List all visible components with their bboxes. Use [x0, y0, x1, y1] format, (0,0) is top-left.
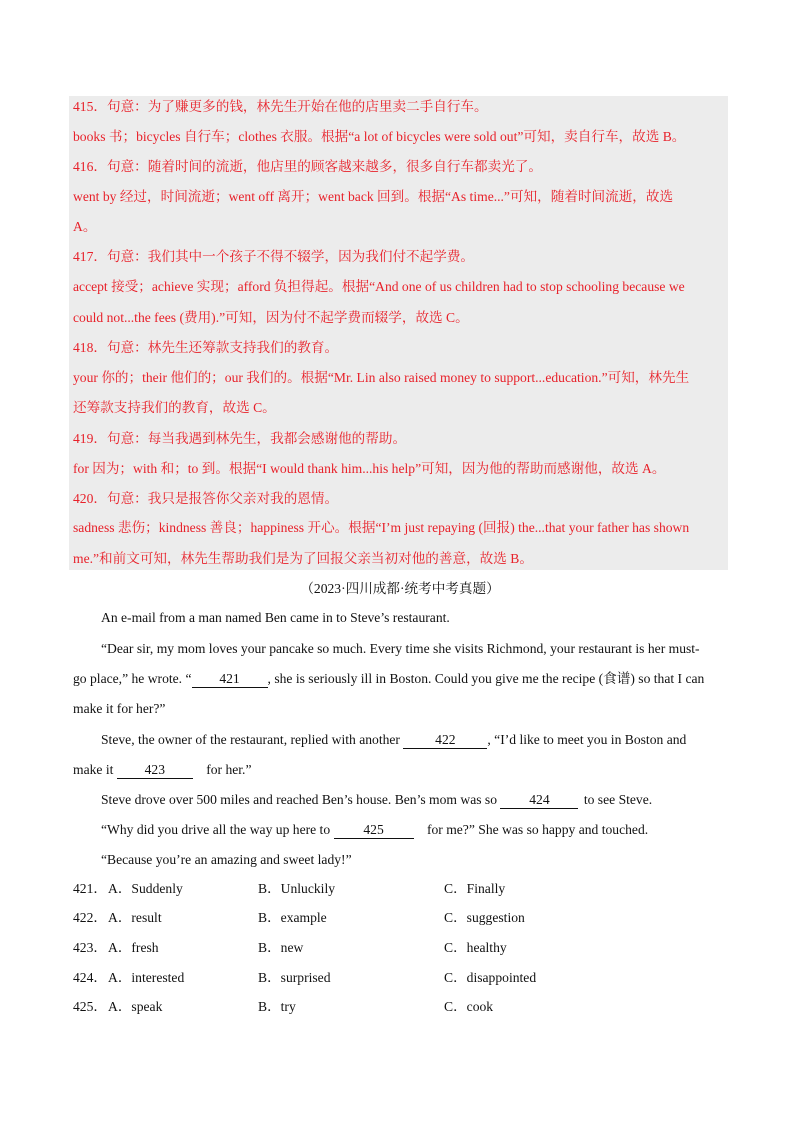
answer-line: 还筹款支持我们的教育，故选 C。 [73, 400, 276, 415]
passage-paragraph: “Dear sir, my mom loves your pancake so much. Every time she visits Richmond, your restaurant is her must- [101, 641, 700, 656]
option-a[interactable]: A．speak [108, 999, 163, 1014]
answer-line: for 因为；with 和；to 到。根据“I would thank him...his help”可知，因为他的帮助而感谢他，故选 A。 [73, 461, 666, 476]
option-b[interactable]: B．new [258, 940, 304, 955]
answer-line: A。 [73, 219, 97, 234]
answer-line: 419．句意：每当我遇到林先生，我都会感谢他的帮助。 [73, 431, 407, 446]
answer-line: 418．句意：林先生还筹款支持我们的教育。 [73, 340, 339, 355]
answer-line: me.”和前文可知，林先生帮助我们是为了回报父亲当初对他的善意，故选 B。 [73, 551, 533, 566]
answer-line: 415．句意：为了赚更多的钱，林先生开始在他的店里卖二手自行车。 [73, 99, 488, 114]
option-c[interactable]: C．cook [444, 999, 494, 1014]
passage-paragraph: make it 423 for her.” [73, 762, 252, 777]
option-b[interactable]: B．example [258, 910, 327, 925]
answer-line: went by 经过，时间流逝；went off 离开；went back 回到。根据“As time...”可知，随着时间流逝，故选 [73, 189, 674, 204]
option-a[interactable]: A．result [108, 910, 162, 925]
answer-line: sadness 悲伤；kindness 善良；happiness 开心。根据“I’m just repaying (回报) the...that your father has shown [73, 520, 690, 535]
blank-425[interactable]: 425 [334, 822, 414, 839]
blank-421[interactable]: 421 [192, 671, 268, 688]
passage-paragraph: go place,” he wrote. “ 421 , she is seriously ill in Boston. Could you give me the recipe (食谱) so that I can [73, 671, 705, 686]
option-c[interactable]: C．disappointed [444, 970, 537, 985]
answer-line: 420．句意：我只是报答你父亲对我的恩情。 [73, 491, 339, 506]
blank-422[interactable]: 422 [403, 732, 487, 749]
question-number: 421． [73, 881, 107, 896]
answer-line: 417．句意：我们其中一个孩子不得不辍学，因为我们付不起学费。 [73, 249, 475, 264]
passage-paragraph: “Why did you drive all the way up here to 425 for me?” She was so happy and touched. [101, 822, 649, 837]
answer-line: could not...the fees (费用).”可知，因为付不起学费而辍学，故选 C。 [73, 310, 469, 325]
answer-line: 416．句意：随着时间的流逝，他店里的顾客越来越多，很多自行车都卖光了。 [73, 159, 542, 174]
exam-source-label: （2023·四川成都·统考中考真题） [300, 581, 500, 596]
option-c[interactable]: C．suggestion [444, 910, 525, 925]
blank-423[interactable]: 423 [117, 762, 193, 779]
question-number: 423． [73, 940, 107, 955]
question-number: 422． [73, 910, 107, 925]
option-a[interactable]: A．Suddenly [108, 881, 183, 896]
question-number: 424． [73, 970, 107, 985]
option-b[interactable]: B．surprised [258, 970, 331, 985]
answer-line: your 你的；their 他们的；our 我们的。根据“Mr. Lin also raised money to support...education.”可知，林先生 [73, 370, 690, 385]
option-b[interactable]: B．Unluckily [258, 881, 336, 896]
passage-paragraph: “Because you’re an amazing and sweet lady!” [101, 852, 352, 867]
option-c[interactable]: C．Finally [444, 881, 506, 896]
passage-paragraph: make it for her?” [73, 701, 166, 716]
passage-paragraph: An e-mail from a man named Ben came in to Steve’s restaurant. [101, 610, 450, 625]
passage-paragraph: Steve drove over 500 miles and reached Ben’s house. Ben’s mom was so 424 to see Steve. [101, 792, 653, 807]
option-b[interactable]: B．try [258, 999, 296, 1014]
option-a[interactable]: A．fresh [108, 940, 159, 955]
answer-line: books 书；bicycles 自行车；clothes 衣服。根据“a lot of bicycles were sold out”可知，卖自行车，故选 B。 [73, 129, 686, 144]
answer-line: accept 接受；achieve 实现；afford 负担得起。根据“And one of us children had to stop schooling because we [73, 279, 685, 294]
option-c[interactable]: C．healthy [444, 940, 507, 955]
question-number: 425． [73, 999, 107, 1014]
option-a[interactable]: A．interested [108, 970, 185, 985]
blank-424[interactable]: 424 [500, 792, 578, 809]
passage-paragraph: Steve, the owner of the restaurant, replied with another 422 , “I’d like to meet you in Boston and [101, 732, 687, 747]
